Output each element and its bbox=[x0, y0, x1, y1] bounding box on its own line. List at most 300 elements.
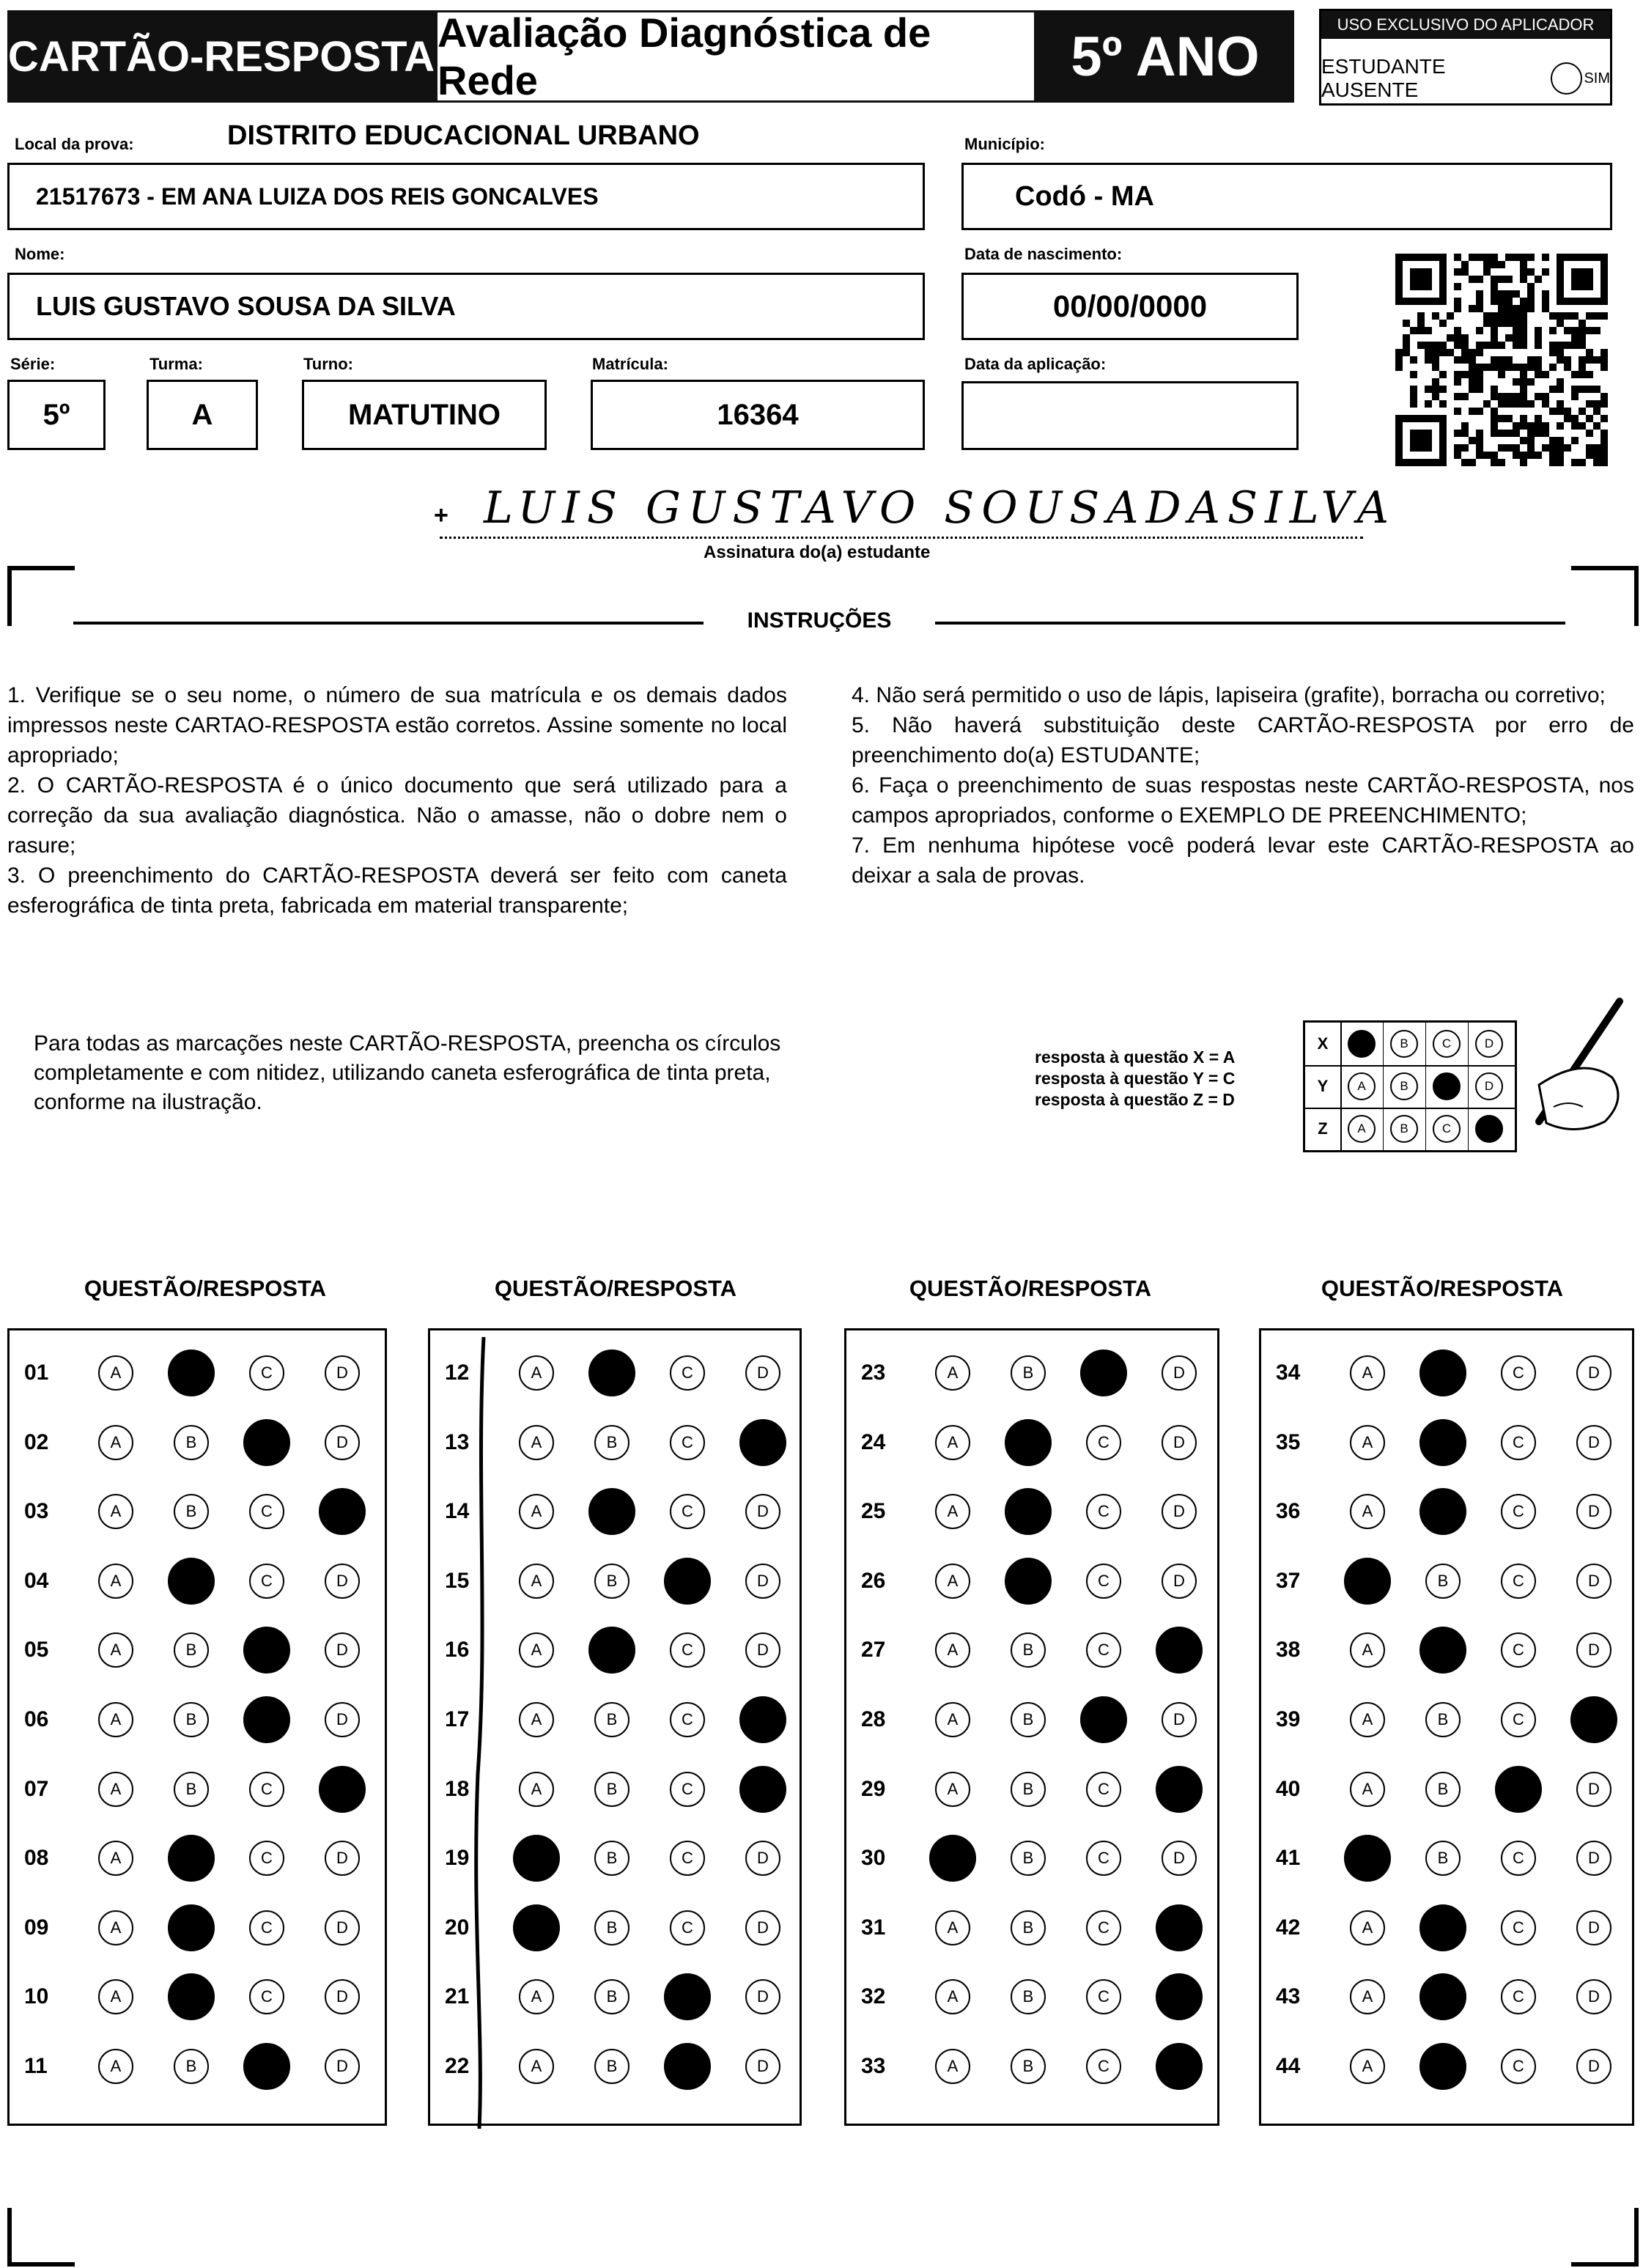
question-number: 37 bbox=[1276, 1568, 1301, 1593]
answer-bubble-b[interactable]: B bbox=[174, 1425, 209, 1460]
example-bubble-c: C bbox=[1433, 1030, 1461, 1058]
answer-bubble-c[interactable]: C bbox=[1080, 1696, 1127, 1743]
signature-caption: Assinatura do(a) estudante bbox=[704, 542, 931, 562]
answer-bubble-a[interactable]: A bbox=[519, 1425, 554, 1460]
question-row bbox=[846, 1698, 1217, 1742]
answer-bubble-b[interactable]: B bbox=[1425, 1772, 1461, 1807]
question-number: 19 bbox=[445, 1846, 470, 1871]
instruction-item: 7. Em nenhuma hipótese você poderá levar este CARTÃO-RESPOSTA ao deixar a sala de provas. bbox=[852, 833, 1634, 888]
answer-bubble-a[interactable]: A bbox=[1350, 2049, 1385, 2084]
answer-bubble-b[interactable]: B bbox=[168, 1835, 215, 1882]
answer-bubble-b[interactable]: B bbox=[1005, 1488, 1052, 1535]
example-row-label: Z bbox=[1305, 1108, 1342, 1150]
example-legend bbox=[1035, 1047, 1235, 1111]
answer-bubble-a[interactable]: A bbox=[98, 1355, 133, 1391]
school-value: 21517673 - EM ANA LUIZA DOS REIS GONCALVES bbox=[36, 183, 599, 210]
answer-bubble-a[interactable]: A bbox=[519, 1564, 554, 1599]
answer-bubble-a[interactable]: A bbox=[1350, 1494, 1385, 1529]
answer-bubble-a[interactable]: A bbox=[929, 1835, 976, 1882]
answer-bubble-a[interactable]: A bbox=[1350, 1632, 1385, 1668]
answer-bubble-d[interactable]: D bbox=[325, 1355, 360, 1391]
answer-bubble-c[interactable]: C bbox=[1086, 1910, 1121, 1945]
answer-bubble-a[interactable]: A bbox=[1344, 1835, 1391, 1882]
question-number: 06 bbox=[24, 1707, 49, 1731]
answer-bubble-d[interactable]: D bbox=[1162, 1425, 1197, 1460]
answer-bubble-c[interactable]: C bbox=[670, 1702, 705, 1737]
answer-bubble-c[interactable]: C bbox=[249, 1910, 284, 1945]
answer-bubble-b[interactable]: B bbox=[1011, 1979, 1046, 2014]
question-number: 35 bbox=[1276, 1429, 1301, 1454]
question-row bbox=[10, 2044, 385, 2088]
answer-bubble-a[interactable]: A bbox=[98, 2049, 133, 2084]
instructions-rule-left bbox=[73, 622, 704, 625]
example-divider bbox=[1468, 1023, 1469, 1065]
question-row bbox=[1261, 1490, 1632, 1534]
answer-bubble-c[interactable]: C bbox=[670, 1632, 705, 1668]
answer-bubble-c[interactable]: C bbox=[1501, 1910, 1536, 1945]
question-number: 36 bbox=[1276, 1499, 1301, 1524]
question-number: 12 bbox=[445, 1361, 470, 1385]
answer-bubble-d[interactable]: D bbox=[739, 1766, 786, 1813]
answer-bubble-c[interactable]: C bbox=[670, 1910, 705, 1945]
example-text: Para todas as marcações neste CARTÃO-RESPOSTA, preencha os círculos completamente e com nitidez, utilizando caneta esferográfica de tinta preta, conforme na ilustração. bbox=[34, 1031, 781, 1114]
answer-bubble-a[interactable]: A bbox=[1350, 1979, 1385, 2014]
nasc-value: 00/00/0000 bbox=[1052, 289, 1208, 323]
answer-bubble-d[interactable]: D bbox=[1156, 1904, 1203, 1951]
answer-bubble-c[interactable]: C bbox=[670, 1494, 705, 1529]
column-heading: QUESTÃO/RESPOSTA bbox=[909, 1275, 1152, 1301]
question-number: 40 bbox=[1276, 1776, 1301, 1801]
answer-bubble-d[interactable]: D bbox=[325, 1910, 360, 1945]
answer-bubble-c[interactable]: C bbox=[1086, 1564, 1121, 1599]
exam-title-text: Avaliação Diagnóstica de Rede bbox=[437, 10, 931, 103]
question-number: 34 bbox=[1276, 1361, 1301, 1385]
answer-bubble-d[interactable]: D bbox=[1162, 1841, 1197, 1876]
answer-bubble-a[interactable]: A bbox=[935, 2049, 970, 2084]
question-number: 30 bbox=[861, 1846, 886, 1871]
answer-bubble-a[interactable]: A bbox=[98, 1772, 133, 1807]
question-number: 43 bbox=[1276, 1984, 1301, 2009]
answer-bubble-b[interactable]: B bbox=[1419, 1419, 1466, 1466]
answer-bubble-c[interactable]: C bbox=[1086, 1425, 1121, 1460]
answer-bubble-b[interactable]: B bbox=[1419, 1973, 1466, 2020]
example-grid bbox=[1303, 1020, 1517, 1152]
answer-bubble-a[interactable]: A bbox=[98, 1910, 133, 1945]
nasc-label: Data de nascimento: bbox=[964, 245, 1123, 263]
question-row bbox=[846, 1421, 1217, 1465]
answer-bubble-d[interactable]: D bbox=[1570, 1696, 1617, 1743]
answer-bubble-c[interactable]: C bbox=[1501, 2049, 1536, 2084]
answer-bubble-d[interactable]: D bbox=[745, 2049, 780, 2084]
answer-bubble-c[interactable]: C bbox=[1086, 2049, 1121, 2084]
question-number: 31 bbox=[861, 1915, 886, 1940]
instruction-item: 1. Verifique se o seu nome, o número de sua matrícula e os demais dados impressos neste CARTAO-RESPOSTA estão corretos. Assine somente no local apropriado; bbox=[7, 683, 787, 767]
answer-bubble-c[interactable]: C bbox=[1501, 1564, 1536, 1599]
answer-bubble-a[interactable]: A bbox=[935, 1910, 970, 1945]
answer-bubble-b[interactable]: B bbox=[174, 1772, 209, 1807]
example-divider bbox=[1425, 1065, 1426, 1108]
answer-bubble-c[interactable]: C bbox=[243, 1696, 290, 1743]
answer-bubble-c[interactable]: C bbox=[1086, 1494, 1121, 1529]
question-number: 16 bbox=[445, 1638, 470, 1663]
answer-bubble-b[interactable]: B bbox=[588, 1350, 635, 1396]
answer-bubble-a[interactable]: A bbox=[935, 1702, 970, 1737]
answer-bubble-d[interactable]: D bbox=[745, 1910, 780, 1945]
answer-bubble-d[interactable]: D bbox=[745, 1841, 780, 1876]
answer-bubble-a[interactable]: A bbox=[1350, 1702, 1385, 1737]
answer-bubble-b[interactable]: B bbox=[1425, 1564, 1461, 1599]
answer-bubble-a[interactable]: A bbox=[519, 1979, 554, 2014]
answer-bubble-b[interactable]: B bbox=[594, 2049, 629, 2084]
answer-bubble-b[interactable]: B bbox=[1419, 2043, 1466, 2090]
question-row bbox=[10, 1490, 385, 1534]
answer-bubble-c[interactable]: C bbox=[664, 2043, 711, 2090]
answer-bubble-b[interactable]: B bbox=[1425, 1702, 1461, 1737]
question-number: 20 bbox=[445, 1915, 470, 1940]
answer-bubble-d[interactable]: D bbox=[325, 1702, 360, 1737]
answer-bubble-b[interactable]: B bbox=[1011, 1910, 1046, 1945]
question-number: 01 bbox=[24, 1361, 49, 1385]
question-number: 17 bbox=[445, 1707, 470, 1731]
instructions-title: INSTRUÇÕES bbox=[747, 608, 892, 633]
answer-bubble-b[interactable]: B bbox=[594, 1772, 629, 1807]
question-number: 21 bbox=[445, 1984, 470, 2009]
answer-bubble-a[interactable]: A bbox=[1350, 1772, 1385, 1807]
example-bubble-c: C bbox=[1433, 1115, 1461, 1143]
answer-bubble-c[interactable]: C bbox=[670, 1355, 705, 1391]
answer-bubble-b[interactable]: B bbox=[1005, 1419, 1052, 1466]
question-row bbox=[1261, 1421, 1632, 1465]
applicator-box bbox=[1319, 9, 1612, 106]
answer-bubble-b[interactable]: B bbox=[168, 1350, 215, 1396]
question-number: 23 bbox=[861, 1361, 886, 1385]
answer-bubble-b[interactable]: B bbox=[168, 1558, 215, 1605]
answer-bubble-b[interactable]: B bbox=[1011, 1841, 1046, 1876]
question-row bbox=[846, 1975, 1217, 2019]
question-number: 38 bbox=[1276, 1638, 1301, 1663]
question-number: 14 bbox=[445, 1499, 470, 1524]
answer-bubble-d[interactable]: D bbox=[325, 1841, 360, 1876]
answer-bubble-c[interactable]: C bbox=[1501, 1632, 1536, 1668]
example-divider bbox=[1425, 1023, 1426, 1065]
answer-bubble-d[interactable]: D bbox=[1576, 1564, 1611, 1599]
answer-bubble-b[interactable]: B bbox=[174, 1494, 209, 1529]
serie-label: Série: bbox=[10, 355, 56, 373]
answer-bubble-c[interactable]: C bbox=[243, 1627, 290, 1674]
example-bubble-a: A bbox=[1348, 1030, 1376, 1058]
answer-bubble-c[interactable]: C bbox=[670, 1772, 705, 1807]
answer-bubble-a[interactable]: A bbox=[935, 1355, 970, 1391]
answer-bubble-d[interactable]: D bbox=[319, 1488, 366, 1535]
question-row bbox=[10, 1421, 385, 1465]
example-legend-item: resposta à questão Z = D bbox=[1035, 1090, 1235, 1109]
absent-label: ESTUDANTE AUSENTE bbox=[1321, 55, 1446, 101]
answer-bubble-d[interactable]: D bbox=[1576, 1841, 1611, 1876]
answer-bubble-a[interactable]: A bbox=[935, 1632, 970, 1668]
answer-bubble-d[interactable]: D bbox=[1576, 2049, 1611, 2084]
answer-bubble-b[interactable]: B bbox=[174, 1702, 209, 1737]
district: DISTRITO EDUCACIONAL URBANO bbox=[227, 120, 700, 151]
turno-field bbox=[302, 380, 547, 450]
question-row bbox=[1261, 2044, 1632, 2088]
answer-bubble-a[interactable]: A bbox=[519, 1772, 554, 1807]
answer-bubble-b[interactable]: B bbox=[594, 1979, 629, 2014]
applicator-label: USO EXCLUSIVO DO APLICADOR bbox=[1321, 11, 1610, 39]
answer-bubble-b[interactable]: B bbox=[1011, 1702, 1046, 1737]
answer-bubble-c[interactable]: C bbox=[1086, 1632, 1121, 1668]
answer-bubble-a[interactable]: A bbox=[935, 1564, 970, 1599]
nome-value: LUIS GUSTAVO SOUSA DA SILVA bbox=[36, 291, 456, 321]
answer-bubble-d[interactable]: D bbox=[1576, 1632, 1611, 1668]
answer-bubble-a[interactable]: A bbox=[935, 1772, 970, 1807]
answer-bubble-c[interactable]: C bbox=[1501, 1841, 1536, 1876]
instructions-right bbox=[852, 680, 1634, 891]
turma-label: Turma: bbox=[149, 355, 203, 373]
example-bubble-d: D bbox=[1475, 1030, 1503, 1058]
question-row bbox=[10, 1836, 385, 1880]
turma-field bbox=[147, 380, 258, 450]
question-number: 07 bbox=[24, 1776, 49, 1801]
answer-bubble-c[interactable]: C bbox=[1080, 1350, 1127, 1396]
answer-bubble-d[interactable]: D bbox=[325, 2049, 360, 2084]
answer-bubble-b[interactable]: B bbox=[1425, 1841, 1461, 1876]
answer-bubble-b[interactable]: B bbox=[174, 2049, 209, 2084]
column-heading: QUESTÃO/RESPOSTA bbox=[84, 1275, 327, 1301]
answer-bubble-a[interactable]: A bbox=[519, 1355, 554, 1391]
answer-bubble-b[interactable]: B bbox=[1011, 1632, 1046, 1668]
absent-option: SIM bbox=[1584, 70, 1610, 86]
question-row bbox=[1261, 1559, 1632, 1603]
corner-mark-top-right bbox=[1571, 566, 1639, 626]
question-row bbox=[10, 1767, 385, 1811]
question-row bbox=[846, 1767, 1217, 1811]
question-row bbox=[1261, 1698, 1632, 1742]
answer-bubble-c[interactable]: C bbox=[1501, 1702, 1536, 1737]
example-row-label: Y bbox=[1305, 1065, 1342, 1108]
turma-value: A bbox=[191, 398, 213, 431]
answer-bubble-c[interactable]: C bbox=[664, 1973, 711, 2020]
answer-bubble-a[interactable]: A bbox=[98, 1702, 133, 1737]
answer-bubble-a[interactable]: A bbox=[98, 1841, 133, 1876]
answer-bubble-c[interactable]: C bbox=[1501, 1979, 1536, 2014]
answer-bubble-c[interactable]: C bbox=[1501, 1425, 1536, 1460]
answer-bubble-c[interactable]: C bbox=[1086, 1979, 1121, 2014]
answer-bubble-b[interactable]: B bbox=[1005, 1558, 1052, 1605]
answer-bubble-d[interactable]: D bbox=[1576, 1772, 1611, 1807]
answer-bubble-b[interactable]: B bbox=[168, 1973, 215, 2020]
question-number: 15 bbox=[445, 1568, 470, 1593]
example-divider bbox=[1425, 1108, 1426, 1150]
answer-bubble-a[interactable]: A bbox=[1350, 1910, 1385, 1945]
answer-bubble-b[interactable]: B bbox=[1419, 1627, 1466, 1674]
example-bubble-b: B bbox=[1390, 1072, 1418, 1100]
answer-bubble-d[interactable]: D bbox=[1576, 1355, 1611, 1391]
answer-bubble-d[interactable]: D bbox=[1162, 1494, 1197, 1529]
answer-bubble-a[interactable]: A bbox=[519, 2049, 554, 2084]
example-bubble-a: A bbox=[1348, 1115, 1376, 1143]
serie-value: 5º bbox=[43, 398, 70, 431]
answer-bubble-c[interactable]: C bbox=[243, 1419, 290, 1466]
answer-bubble-d[interactable]: D bbox=[1156, 2043, 1203, 2090]
answer-bubble-b[interactable]: B bbox=[594, 1702, 629, 1737]
answer-bubble-c[interactable]: C bbox=[670, 1841, 705, 1876]
grade-title bbox=[1036, 10, 1294, 103]
answer-bubble-a[interactable]: A bbox=[935, 1979, 970, 2014]
example-row bbox=[1305, 1108, 1515, 1150]
answer-bubble-a[interactable]: A bbox=[935, 1494, 970, 1529]
answer-bubble-c[interactable]: C bbox=[249, 1494, 284, 1529]
answer-bubble-d[interactable]: D bbox=[739, 1419, 786, 1466]
municipio-label: Município: bbox=[964, 135, 1045, 153]
answer-bubble-d[interactable]: D bbox=[1156, 1973, 1203, 2020]
answer-bubble-d[interactable]: D bbox=[1576, 1425, 1611, 1460]
answer-bubble-b[interactable]: B bbox=[1419, 1488, 1466, 1535]
example-legend-item: resposta à questão X = A bbox=[1035, 1048, 1236, 1067]
answer-bubble-d[interactable]: D bbox=[325, 1564, 360, 1599]
answer-bubble-b[interactable]: B bbox=[588, 1627, 635, 1674]
example-bubble-b: B bbox=[1390, 1115, 1418, 1143]
answer-bubble-d[interactable]: D bbox=[745, 1564, 780, 1599]
answer-bubble-d[interactable]: D bbox=[1576, 1910, 1611, 1945]
answer-bubble-b[interactable]: B bbox=[594, 1910, 629, 1945]
question-row bbox=[846, 1559, 1217, 1603]
question-number: 10 bbox=[24, 1984, 49, 2009]
answer-bubble-d[interactable]: D bbox=[1162, 1564, 1197, 1599]
question-number: 11 bbox=[24, 2054, 48, 2078]
answer-bubble-a[interactable]: A bbox=[98, 1979, 133, 2014]
answer-bubble-c[interactable]: C bbox=[1501, 1355, 1536, 1391]
question-row bbox=[846, 1906, 1217, 1950]
answer-bubble-b[interactable]: B bbox=[174, 1632, 209, 1668]
instruction-item: 4. Não será permitido o uso de lápis, lapiseira (grafite), borracha ou corretivo; bbox=[852, 683, 1606, 707]
answer-bubble-a[interactable]: A bbox=[519, 1632, 554, 1668]
question-row bbox=[10, 1698, 385, 1742]
answer-bubble-c[interactable]: C bbox=[249, 1979, 284, 2014]
answer-bubble-d[interactable]: D bbox=[745, 1355, 780, 1391]
answer-bubble-d[interactable]: D bbox=[1576, 1979, 1611, 2014]
answer-bubble-b[interactable]: B bbox=[1419, 1350, 1466, 1396]
instructions-rule-right bbox=[935, 622, 1565, 625]
answer-bubble-a[interactable]: A bbox=[98, 1632, 133, 1668]
answer-bubble-d[interactable]: D bbox=[1156, 1766, 1203, 1813]
answer-bubble-d[interactable]: D bbox=[739, 1696, 786, 1743]
answer-bubble-d[interactable]: D bbox=[745, 1494, 780, 1529]
signature-mark: + bbox=[434, 501, 448, 529]
question-number: 02 bbox=[24, 1429, 49, 1454]
answer-bubble-d[interactable]: D bbox=[1162, 1702, 1197, 1737]
card-title-text: CARTÃO-RESPOSTA bbox=[7, 32, 435, 81]
matricula-value: 16364 bbox=[717, 398, 799, 431]
answer-bubble-a[interactable]: A bbox=[519, 1702, 554, 1737]
question-number: 28 bbox=[861, 1707, 886, 1731]
question-number: 25 bbox=[861, 1499, 886, 1524]
answer-bubble-c[interactable]: C bbox=[249, 1564, 284, 1599]
instruction-item: 3. O preenchimento do CARTÃO-RESPOSTA deverá ser feito com caneta esferográfica de tinta preta, fabricada em material transparente; bbox=[7, 864, 787, 918]
answer-bubble-c[interactable]: C bbox=[1501, 1494, 1536, 1529]
absent-checkbox[interactable] bbox=[1551, 62, 1583, 95]
answer-bubble-a[interactable]: A bbox=[1350, 1425, 1385, 1460]
answer-bubble-d[interactable]: D bbox=[745, 1632, 780, 1668]
answer-bubble-c[interactable]: C bbox=[664, 1558, 711, 1605]
answer-bubble-b[interactable]: B bbox=[1011, 1772, 1046, 1807]
example-divider bbox=[1383, 1108, 1384, 1150]
answer-bubble-c[interactable]: C bbox=[1086, 1841, 1121, 1876]
answer-bubble-b[interactable]: B bbox=[594, 1564, 629, 1599]
question-row bbox=[1261, 1767, 1632, 1811]
nome-label: Nome: bbox=[15, 245, 65, 263]
answer-bubble-c[interactable]: C bbox=[243, 2043, 290, 2090]
pen-stroke bbox=[466, 1334, 495, 2133]
answer-bubble-d[interactable]: D bbox=[325, 1425, 360, 1460]
answer-bubble-b[interactable]: B bbox=[168, 1904, 215, 1951]
answer-bubble-c[interactable]: C bbox=[670, 1425, 705, 1460]
question-number: 44 bbox=[1276, 2054, 1301, 2078]
absent-row bbox=[1321, 55, 1610, 102]
answer-bubble-c[interactable]: C bbox=[1086, 1772, 1121, 1807]
answer-bubble-d[interactable]: D bbox=[325, 1979, 360, 2014]
answer-bubble-b[interactable]: B bbox=[1011, 1355, 1046, 1391]
answer-bubble-b[interactable]: B bbox=[594, 1841, 629, 1876]
answer-bubble-a[interactable]: A bbox=[1350, 1355, 1385, 1391]
question-row bbox=[10, 1628, 385, 1672]
question-row bbox=[846, 2044, 1217, 2088]
answer-bubble-c[interactable]: C bbox=[1495, 1766, 1542, 1813]
answer-bubble-b[interactable]: B bbox=[588, 1488, 635, 1535]
question-number: 18 bbox=[445, 1776, 470, 1801]
question-number: 29 bbox=[861, 1776, 886, 1801]
school-field bbox=[7, 163, 925, 230]
answer-bubble-a[interactable]: A bbox=[513, 1835, 560, 1882]
answer-bubble-a[interactable]: A bbox=[513, 1904, 560, 1951]
answer-bubble-c[interactable]: C bbox=[249, 1841, 284, 1876]
example-divider bbox=[1468, 1065, 1469, 1108]
answer-panel bbox=[7, 1328, 387, 2126]
answer-bubble-d[interactable]: D bbox=[1156, 1627, 1203, 1674]
question-number: 26 bbox=[861, 1568, 886, 1593]
answer-bubble-d[interactable]: D bbox=[1576, 1494, 1611, 1529]
answer-bubble-a[interactable]: A bbox=[935, 1425, 970, 1460]
example-bubble-d: D bbox=[1475, 1115, 1503, 1143]
question-number: 33 bbox=[861, 2054, 886, 2078]
answer-bubble-c[interactable]: C bbox=[249, 1772, 284, 1807]
pen-hand-icon bbox=[1495, 997, 1634, 1144]
signature-line bbox=[440, 537, 1363, 539]
question-row bbox=[846, 1490, 1217, 1534]
exam-title bbox=[435, 10, 1036, 103]
aplicacao-field bbox=[961, 381, 1299, 450]
aplicacao-label: Data da aplicação: bbox=[964, 355, 1107, 373]
matricula-label: Matrícula: bbox=[592, 355, 668, 373]
answer-bubble-a[interactable]: A bbox=[519, 1494, 554, 1529]
answer-bubble-b[interactable]: B bbox=[1011, 2049, 1046, 2084]
answer-bubble-c[interactable]: C bbox=[249, 1355, 284, 1391]
answer-bubble-d[interactable]: D bbox=[319, 1766, 366, 1813]
question-number: 27 bbox=[861, 1638, 886, 1663]
example-divider bbox=[1468, 1108, 1469, 1150]
nome-field bbox=[7, 273, 925, 340]
answer-bubble-d[interactable]: D bbox=[745, 1979, 780, 2014]
answer-bubble-a[interactable]: A bbox=[98, 1494, 133, 1529]
answer-bubble-b[interactable]: B bbox=[594, 1425, 629, 1460]
answer-bubble-d[interactable]: D bbox=[325, 1632, 360, 1668]
example-row bbox=[1305, 1023, 1515, 1067]
answer-bubble-a[interactable]: A bbox=[98, 1564, 133, 1599]
answer-bubble-d[interactable]: D bbox=[1162, 1355, 1197, 1391]
answer-bubble-b[interactable]: B bbox=[1419, 1904, 1466, 1951]
municipio-value: Codó - MA bbox=[1015, 180, 1154, 212]
answer-bubble-a[interactable]: A bbox=[98, 1425, 133, 1460]
answer-bubble-a[interactable]: A bbox=[1344, 1558, 1391, 1605]
